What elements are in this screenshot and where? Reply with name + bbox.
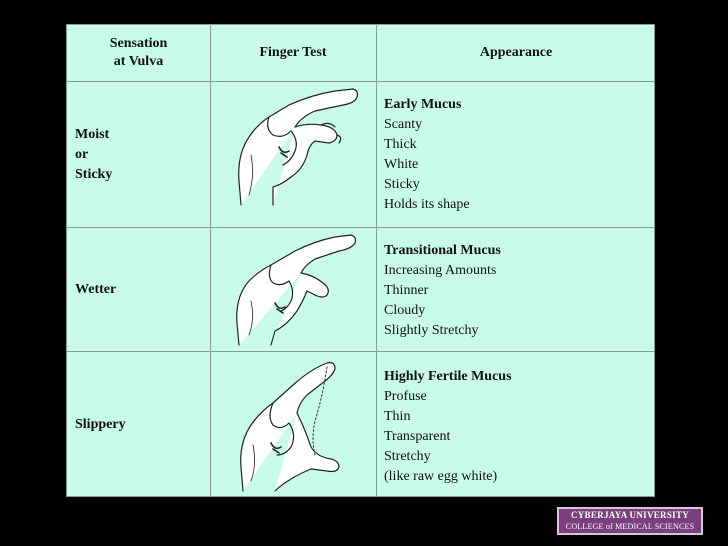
header-sensation-line2: at Vulva (113, 54, 164, 69)
header-appearance: Appearance (479, 44, 553, 60)
sensation-text: Wetter (75, 282, 117, 297)
appearance-line: (like raw egg white) (384, 469, 498, 484)
appearance-line: Thin (384, 409, 411, 424)
appearance-title: Highly Fertile Mucus (384, 369, 512, 384)
row3-appearance (384, 367, 512, 487)
row1-appearance (384, 95, 470, 215)
row-divider (67, 351, 654, 352)
appearance-line: Transparent (384, 429, 451, 444)
appearance-title: Transitional Mucus (384, 243, 501, 258)
appearance-line: Increasing Amounts (384, 263, 497, 278)
logo-line2: COLLEGE of MEDICAL SCIENCES (565, 522, 695, 531)
appearance-line: Stretchy (384, 449, 431, 464)
row-divider (67, 81, 654, 82)
column-divider (376, 25, 377, 496)
appearance-title: Early Mucus (384, 97, 462, 112)
logo-line1: CYBERJAYA UNIVERSITY (570, 510, 690, 520)
sensation-text: Moist (75, 127, 110, 142)
appearance-line: Thinner (384, 283, 429, 298)
row1-sensation (75, 125, 112, 185)
appearance-line: Cloudy (384, 303, 426, 318)
mucus-table (66, 24, 655, 497)
appearance-line: Slightly Stretchy (384, 323, 479, 338)
row2-appearance (384, 241, 501, 341)
appearance-line: White (384, 157, 419, 172)
row2-sensation (75, 280, 116, 300)
appearance-line: Profuse (384, 389, 427, 404)
sensation-text: or (75, 147, 89, 162)
appearance-line: Holds its shape (384, 197, 470, 212)
hand-stretch-open-icon (211, 355, 375, 495)
row-divider (67, 227, 654, 228)
row3-sensation (75, 415, 126, 435)
sensation-text: Sticky (75, 167, 113, 182)
appearance-line: Scanty (384, 117, 423, 132)
appearance-line: Sticky (384, 177, 420, 192)
university-logo (557, 507, 703, 535)
hand-pinch-closed-icon (211, 85, 375, 209)
header-sensation-line1: Sensation (109, 35, 168, 51)
hand-pinch-half-open-icon (211, 231, 375, 349)
sensation-text: Slippery (75, 417, 126, 432)
header-sensation (67, 25, 210, 81)
appearance-line: Thick (384, 137, 417, 152)
header-finger-test: Finger Test (259, 44, 327, 60)
